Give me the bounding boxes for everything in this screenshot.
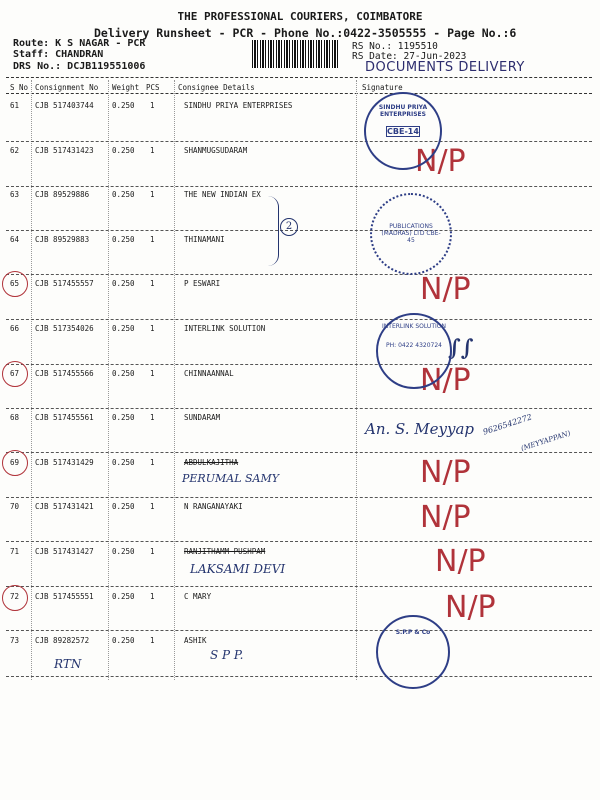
cell-pcs: 1 bbox=[150, 413, 155, 422]
company-seal bbox=[370, 193, 452, 275]
cell-sno: 64 bbox=[10, 235, 20, 244]
cell-consignment: CJB 517455551 bbox=[35, 592, 94, 601]
col-divider bbox=[108, 80, 109, 680]
cell-consignee: ASHIK bbox=[184, 636, 207, 645]
cell-consignee: ABDULKAJITHA bbox=[184, 458, 239, 467]
cell-pcs: 1 bbox=[150, 324, 155, 333]
cell-consignee: CHINNAANNAL bbox=[184, 369, 234, 378]
company-seal bbox=[364, 92, 442, 170]
nip-mark: N/P bbox=[420, 455, 471, 490]
handwritten-name: PERUMAL SAMY bbox=[182, 472, 279, 485]
col-consignee: Consignee Details bbox=[178, 83, 255, 92]
route-label: Route: K S NAGAR - PCR bbox=[13, 38, 146, 49]
barcode bbox=[252, 40, 340, 68]
cell-pcs: 1 bbox=[150, 235, 155, 244]
cell-sno: 71 bbox=[10, 547, 20, 556]
cell-weight: 0.250 bbox=[112, 502, 135, 511]
col-weight: Weight bbox=[112, 83, 140, 92]
rs-date: RS Date: 27-Jun-2023 bbox=[352, 51, 467, 62]
column-divider bbox=[6, 93, 592, 94]
cell-consignee: RANJITHAMM PUSHPAM bbox=[184, 547, 266, 556]
runsheet-subtitle: Delivery Runsheet - PCR - Phone No.:0422-3505555 - Page No.:6 bbox=[94, 26, 517, 40]
cell-weight: 0.250 bbox=[112, 547, 135, 556]
staff-label: Staff: CHANDRAN bbox=[13, 49, 104, 60]
cell-weight: 0.250 bbox=[112, 235, 135, 244]
cell-consignee: N RANGANAYAKI bbox=[184, 502, 243, 511]
cell-pcs: 1 bbox=[150, 547, 155, 556]
cell-pcs: 1 bbox=[150, 458, 155, 467]
rs-number: RS No.: 1195510 bbox=[352, 41, 438, 52]
cell-consignee: SUNDARAM bbox=[184, 413, 221, 422]
cell-weight: 0.250 bbox=[112, 146, 135, 155]
cell-consignee: SINDHU PRIYA ENTERPRISES bbox=[184, 101, 293, 110]
handwritten-name: LAKSAMI DEVI bbox=[190, 562, 286, 576]
cell-weight: 0.250 bbox=[112, 279, 135, 288]
row-separator bbox=[6, 274, 592, 275]
row-separator bbox=[6, 230, 592, 231]
handwritten-rtn: RTN bbox=[54, 657, 82, 671]
cell-consignee: THINAMANI bbox=[184, 235, 225, 244]
cell-consignment: CJB 517431429 bbox=[35, 458, 94, 467]
nip-mark: N/P bbox=[415, 144, 466, 179]
brace-mark bbox=[268, 196, 279, 266]
cell-consignment: CJB 89529883 bbox=[35, 235, 90, 244]
cell-consignment: CJB 517354026 bbox=[35, 324, 94, 333]
drs-label: DRS No.: DCJB119551006 bbox=[13, 61, 146, 72]
cell-consignment: CJB 517455566 bbox=[35, 369, 94, 378]
cell-consignment: CJB 89529886 bbox=[35, 190, 90, 199]
nip-mark: N/P bbox=[420, 272, 471, 307]
cell-consignment: CJB 517403744 bbox=[35, 101, 94, 110]
row-separator bbox=[6, 364, 592, 365]
row-separator bbox=[6, 630, 592, 631]
row-separator bbox=[6, 586, 592, 587]
cell-sno: 68 bbox=[10, 413, 20, 422]
seal-text: S.P.P & Co bbox=[395, 629, 431, 636]
handwritten-signature: An. S. Meyyap bbox=[365, 420, 475, 438]
documents-delivery-stamp: DOCUMENTS DELIVERY bbox=[365, 60, 525, 75]
red-circle-mark bbox=[2, 361, 28, 387]
row-separator bbox=[6, 141, 592, 142]
cell-consignee: C MARY bbox=[184, 592, 212, 601]
cell-pcs: 1 bbox=[150, 502, 155, 511]
cell-sno: 66 bbox=[10, 324, 20, 333]
handwritten-spp: S P P. bbox=[210, 648, 244, 662]
cell-consignment: CJB 89282572 bbox=[35, 636, 90, 645]
company-seal bbox=[376, 313, 452, 389]
cell-weight: 0.250 bbox=[112, 101, 135, 110]
cell-consignment: CJB 517455557 bbox=[35, 279, 94, 288]
col-divider bbox=[31, 80, 32, 680]
col-sno: S No bbox=[10, 83, 29, 92]
handwritten-signature: ∫∫ bbox=[448, 335, 474, 361]
cell-consignee: SHANMUGSUDARAM bbox=[184, 146, 248, 155]
row-separator bbox=[6, 186, 592, 187]
cell-sno: 69 bbox=[10, 458, 20, 467]
cell-consignee: P ESWARI bbox=[184, 279, 221, 288]
seal-text: PUBLICATIONS (MADRAS) LTD CBE-45 bbox=[381, 223, 441, 244]
cell-consignment: CJB 517431427 bbox=[35, 547, 94, 556]
seal-text: INTERLINK SOLUTION bbox=[382, 323, 446, 330]
col-divider bbox=[174, 80, 175, 680]
nip-mark: N/P bbox=[420, 363, 471, 398]
row-separator bbox=[6, 497, 592, 498]
cell-pcs: 1 bbox=[150, 636, 155, 645]
cell-weight: 0.250 bbox=[112, 190, 135, 199]
cell-pcs: 1 bbox=[150, 592, 155, 601]
cell-consignment: CJB 517431421 bbox=[35, 502, 94, 511]
red-circle-mark bbox=[2, 450, 28, 476]
cell-weight: 0.250 bbox=[112, 592, 135, 601]
header-divider bbox=[6, 77, 592, 78]
cell-weight: 0.250 bbox=[112, 458, 135, 467]
cell-sno: 65 bbox=[10, 279, 20, 288]
company-title: THE PROFESSIONAL COURIERS, COIMBATORE bbox=[177, 10, 423, 23]
red-circle-mark bbox=[2, 271, 28, 297]
nip-mark: N/P bbox=[445, 590, 496, 625]
col-consignment: Consignment No bbox=[35, 83, 99, 92]
row-separator bbox=[6, 676, 592, 677]
handwritten-name: (MEYYAPPAN) bbox=[520, 429, 572, 453]
nip-mark: N/P bbox=[435, 544, 486, 579]
handwritten-phone: 9626542272 bbox=[481, 412, 534, 437]
row-separator bbox=[6, 541, 592, 542]
col-pcs: PCS bbox=[146, 83, 160, 92]
cell-sno: 62 bbox=[10, 146, 20, 155]
cell-consignment: CJB 517455561 bbox=[35, 413, 94, 422]
cell-pcs: 1 bbox=[150, 369, 155, 378]
cell-pcs: 1 bbox=[150, 101, 155, 110]
cell-sno: 73 bbox=[10, 636, 20, 645]
row-separator bbox=[6, 408, 592, 409]
cell-pcs: 1 bbox=[150, 146, 155, 155]
circled-number: 2 bbox=[280, 218, 298, 236]
cell-weight: 0.250 bbox=[112, 636, 135, 645]
cell-sno: 70 bbox=[10, 502, 20, 511]
col-divider bbox=[356, 80, 357, 680]
cell-sno: 67 bbox=[10, 369, 20, 378]
cell-consignee: INTERLINK SOLUTION bbox=[184, 324, 266, 333]
cell-sno: 63 bbox=[10, 190, 20, 199]
cell-weight: 0.250 bbox=[112, 413, 135, 422]
cell-consignment: CJB 517431423 bbox=[35, 146, 94, 155]
seal-text: CBE-14 bbox=[387, 127, 419, 136]
cell-sno: 61 bbox=[10, 101, 20, 110]
row-separator bbox=[6, 319, 592, 320]
company-seal bbox=[376, 615, 450, 689]
cell-pcs: 1 bbox=[150, 279, 155, 288]
row-separator bbox=[6, 452, 592, 453]
nip-mark: N/P bbox=[420, 500, 471, 535]
cell-weight: 0.250 bbox=[112, 324, 135, 333]
cell-consignee: THE NEW INDIAN EX bbox=[184, 190, 261, 199]
seal-text: PH: 0422 4320724 bbox=[386, 342, 442, 349]
cell-sno: 72 bbox=[10, 592, 20, 601]
cell-weight: 0.250 bbox=[112, 369, 135, 378]
red-circle-mark bbox=[2, 585, 28, 611]
seal-text: SINDHU PRIYA ENTERPRISES bbox=[378, 104, 428, 118]
cell-pcs: 1 bbox=[150, 190, 155, 199]
col-signature: Signature bbox=[362, 83, 403, 92]
